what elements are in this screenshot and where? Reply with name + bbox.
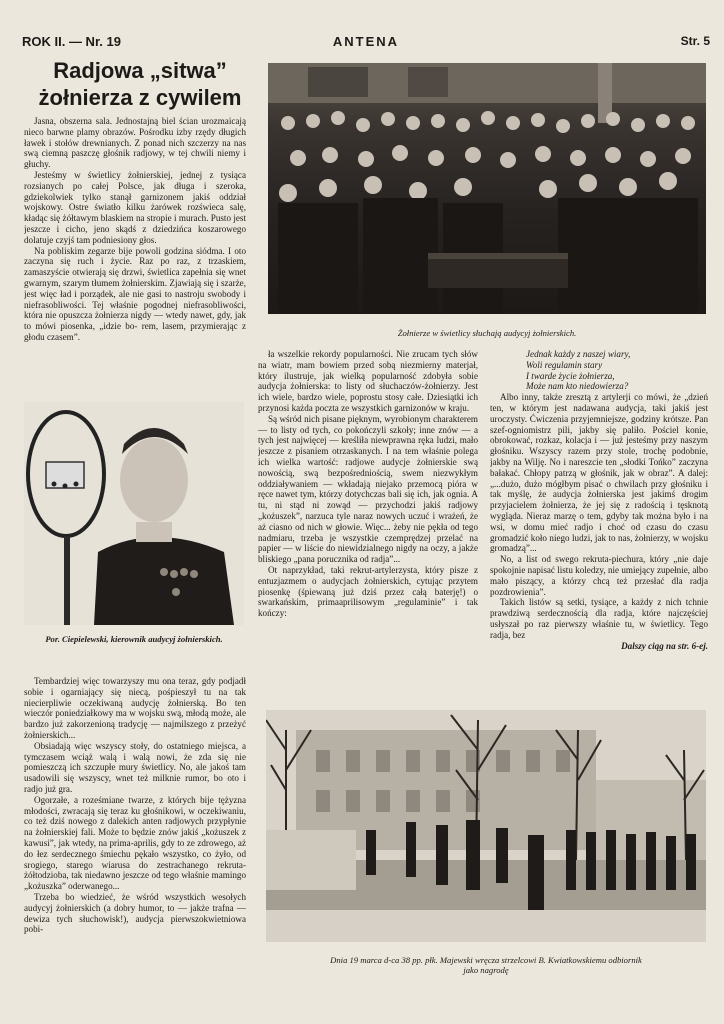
- paragraph: Ot naprzykład, taki rekrut-artylerzysta, który pisze z entuzjazmem o audycjach żołnierskich, cytując przytem piosenkę (śpiewaną już dziś przez całą baterję!) o swarkańskim, primaaprilisowym „regulaminie” i tak kończy:: [258, 564, 478, 619]
- paragraph: Trzeba bo wiedzieć, że wśród wszystkich wesołych audycyj żołnierskich (a dobry humor, to — jakże trafna — dewiza tych słuchowisk!), audycja pierwszokwietniowa pobi-: [24, 891, 246, 935]
- paragraph: Obsiadają więc wszyscy stoły, do ostatniego miejsca, a tymczasem wciąż walą i walą nowi, że zda się nie pomieszczą ich szczupłe mury świetlicy. No, ale jakoś tam usadowili się wszyscy, wnet też milknie rumor, bo oto i radjo już gra.: [24, 740, 246, 794]
- paragraph: Jasna, obszerna sala. Jednostajną biel ścian urozmaicają nieco barwne plamy obrazów. Pośrodku izby rzędy długich ławek i stołów drewnianych. Z ponad nich szczerzy na nas swą ciemną paszczę głośnik radjowy, w tej chwili niemy i głuchy.: [24, 116, 246, 170]
- article-title-line-2: żołnierza z cywilem: [38, 85, 242, 110]
- text-column-left-bottom: [24, 676, 246, 976]
- paragraph: Są wśród nich pisane pięknym, wyrobionym charakterem — to listy od tych, co pokończyli szkoły; inne znów — a tych jest najwięcej — kreśliła niewprawna ręka ludzi, mało jeszcze z pisaniem otrzaskanych. I na tem właśnie polega ich wielka wartość: radjowe audycje żołnierskie swą nowością, swą bezpośredniością, swem niezwykłym oddziaływaniem — wkładają niejako przemocą pióra w ręce nawet tym, którzy dotychczas bali się ich, jak ognia. A tu, ni stąd ni zowąd — przychodzi jakiś radjowy „kożuszek”, narzuca tyle naraz nowych uczuć i wrażeń, że aż ciasno od nich w głowie. Więc... żeby nie pękła od tego nadmiaru, trzeba je wszystkie czemprędzej przelać na papier — w liście do niewidzialnego nigdy na oczy, a jakże bliskiego „pana porucznika od radja”...: [258, 413, 478, 565]
- verse-line: Może nam kto niedowierza?: [526, 381, 629, 392]
- magazine-title: ANTENA: [332, 34, 400, 49]
- page-header: [22, 34, 710, 52]
- photo-caption-line-1: Dnia 19 marca d-ca 38 pp. płk. Majewski wręcza strzelcowi B. Kwiatkowskiemu odbiornik: [330, 955, 642, 965]
- photo-caption: [266, 955, 706, 975]
- photo-soldiers-listening: [268, 63, 706, 314]
- paragraph: Jesteśmy w świetlicy żołnierskiej, jednej z tysiąca rozsianych po całej Polsce, jak długa i szeroka, gdziekolwiek tylko stanął garnizonem jakiś oddział wojskowy. Ostre światło kilku żarówek rozświeca salę, kładąc się żółtawym blaskiem na stropie i murach. Pusto jest jeszcze i cicho, jeno skądś z dziedzińca koszarowego dolatuje czyjś tam podniesiony głos.: [24, 169, 246, 245]
- text-column-left-top: [24, 116, 246, 396]
- page-number: Str. 5: [680, 34, 710, 48]
- issue-number: ROK II. — Nr. 19: [22, 34, 121, 49]
- paragraph: No, a list od swego rekruta-piechura, który „nie daje spokojnie napisać listu koledzy, nie umiejący zupełnie, albo mało piszący, a którzy chcą też przesłać dla radja pozdrowienia”.: [490, 554, 708, 597]
- photo-outdoor-ceremony: [266, 710, 706, 942]
- continued-note: Dalszy ciąg na str. 6-ej.: [621, 640, 708, 651]
- article-title: [22, 57, 258, 111]
- verse-line: I twarde życie żołnierza,: [526, 370, 615, 381]
- photo-caption-line-2: jako nagrodę: [463, 965, 509, 975]
- paragraph: Albo inny, także zresztą z artylerji co mówi, że „dzień ten, w którym jest nadawana audycja, taki jakiś jest uroczysty. Ćwiczenia przyjemniejsze, godziny krótsze. Pan szef-ogniomistrz pili, jakby się paliło. Pościel konie, obrokować, rozkaz, kolacja i — już jesteśmy przy naszym głośniku. Wszyscy razem przy stole, trochę podobnie, jakby na Wilję. No i nareszcie ten „słodki Tońko” zaczyna bałakać. Chłopy patrzą w głośnik, jak w obraz”. A dalej: „...dużo, dużo mógłbym pisać o chwilach przy głośniku i tak myślę, że audycja żołnierska jest jakimś drogim przyjacielem żołnierza, że jej się z radością i tęsknotą wygląda. Nieraz marzę o tem, gdyby tak można było i na wsi, w domu mieć radjo i choć od czasu do czasu gromadzić koło niego ludzi, jak to nas, żołnierzy, w wojsku gromadzą”...: [490, 392, 708, 554]
- paragraph: Ogorzałe, a roześmiane twarze, z których bije tężyzna młodości, zwracają się teraz ku głośnikowi, w oczekiwaniu, co też dziś nowego z dalekich anten radjowych przypłynie na żołnierskiej fali. Może to będzie znów jakiś „kożuszek z kawusi”, jak wtedy, na prima-aprilis, gdy to ze zdrowego, aż do łez serdecznego śmiechu pękało wszystko, co żyło, od srogiego, starego wiarusa do zestrachanego rekruta-żółtodzioba, tak niedawno jeszcze od tego właśnie mamingo „kożuszka” oderwanego...: [24, 794, 246, 892]
- verse-line: Woli regulamin stary: [526, 359, 603, 370]
- article-title-line-1: Radjowa „sitwa”: [53, 58, 227, 83]
- text-column-right: [490, 349, 708, 697]
- photo-caption: Żołnierze w świetlicy słuchają audycyj żołnierskich.: [397, 328, 577, 338]
- paragraph: ła wszelkie rekordy popularności. Nie zrucam tych słów na wiatr, mam bowiem przed sobą niezmierny materjał, który ilustruje, jak wielką popularność zdobyła sobie audycja żołnierska: to listy od słuchaczów-żołnierzy. Jest ich wiele, bardzo wiele, poprostu stosy całe. Dziesiątki ich przynosi każda poczta ze wszystkich garnizonów w kraju.: [258, 349, 478, 413]
- paragraph: Takich listów są setki, tysiące, a każdy z nich tchnie prawdziwą serdecznością dla radja, które najczęściej usłyszał po raz pierwszy właśnie tu, w świetlicy. Tego radja, bez: [490, 597, 708, 640]
- verse-line: Jednak każdy z naszej wiary,: [526, 349, 631, 359]
- paragraph: Na pobliskim zegarze bije powoli godzina siódma. I oto zaczyna się ruch i życie. Raz po raz, z trzaskiem, zamaszyście otwierają się drzwi, świetlica zapełnia się wnet gwarnym, szarym tłumem żołnierskim. Zjawiają się i szarże, jest więc ład i porządek, ale nie gasi to nastroju swobody i niefrasobliwości. Tej właśnie pogodnej niefrasobliwości, która nie opuszcza żołnierza nigdy — wtedy nawet, gdy, jak to mówi piosenka, „idzie bo- rem, lasem, przymierając z głodu czasem”.: [24, 245, 246, 342]
- photo-caption: Por. Ciepielewski, kierownik audycyj żołnierskich.: [45, 634, 223, 644]
- paragraph: Tembardziej więc towarzyszy mu ona teraz, gdy podjadł sobie i ogarniający się niecą, pośpieszył tu na tak niecierpliwie oczekiwaną audycję żołnierską. Bo ten wieczór poniedziałkowy ma w wojsku swą, młodą może, ale bardzo już zakorzenioną tradycję — najmilszego z przeżyć żołnierskich...: [24, 676, 246, 740]
- text-column-middle: [258, 349, 478, 697]
- photo-portrait-with-microphone: [24, 402, 244, 625]
